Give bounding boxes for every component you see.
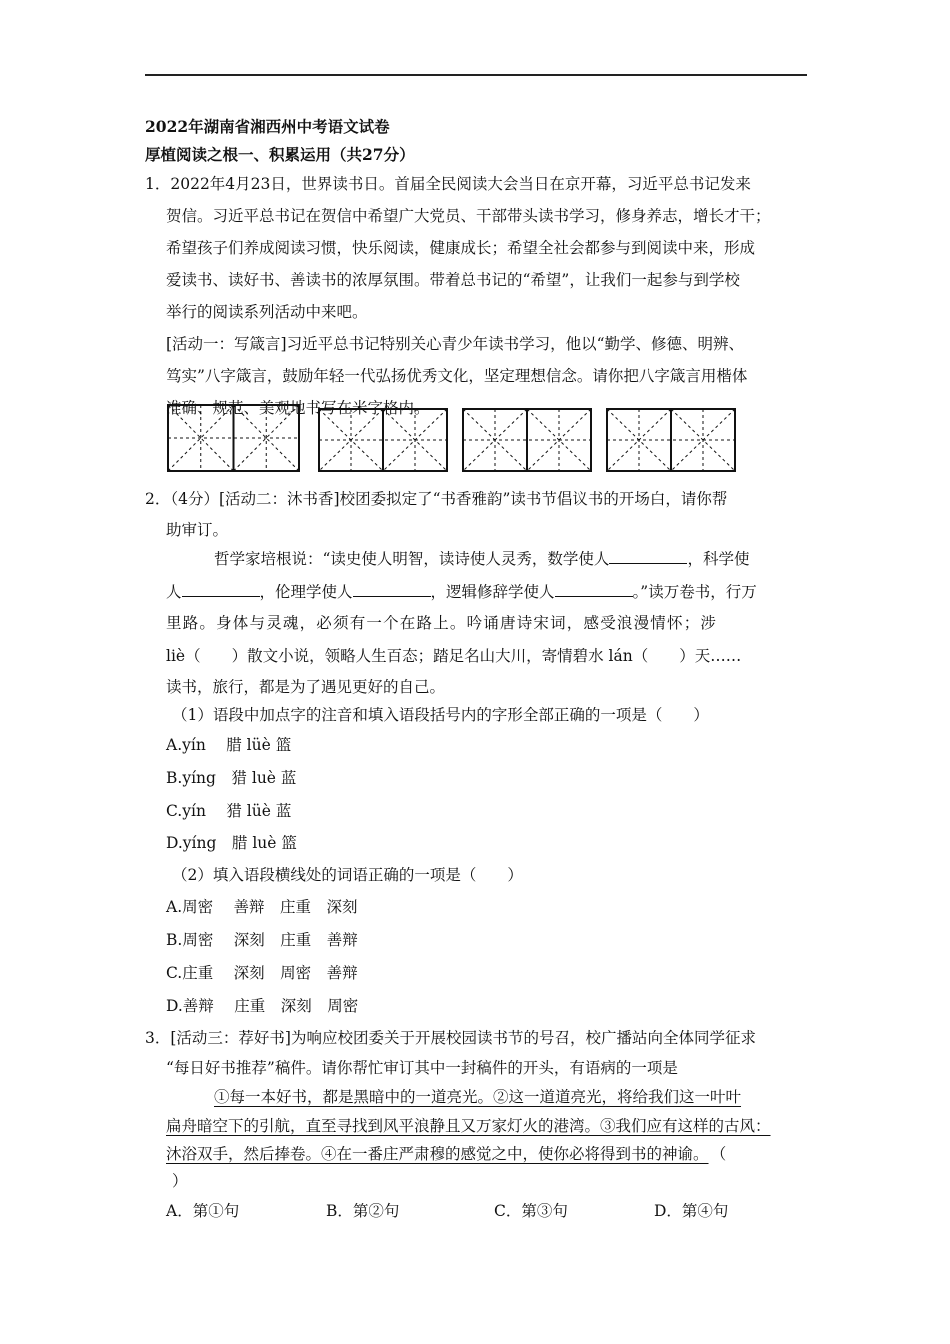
q2-sub1-option-b[interactable]: B.yíng 猎 luè 蓝 <box>166 769 297 787</box>
q2-sub2-option-c[interactable]: C.庄重 深刻 周密 善辩 <box>166 964 358 982</box>
q2-passage-text: 。”读万卷书，行万 <box>632 583 757 601</box>
q2-sub1-option-c[interactable]: C.yín 猎 lüè 蓝 <box>166 802 292 820</box>
q2-passage-text: ，伦理学使人 <box>259 583 353 601</box>
fill-blank-3[interactable] <box>353 580 431 597</box>
q3-option-d[interactable]: D．第④句 <box>654 1202 729 1220</box>
q3-option-c[interactable]: C．第③句 <box>494 1202 568 1220</box>
header-rule <box>145 74 807 76</box>
fill-blank-4[interactable] <box>555 580 633 597</box>
q2-sub1-option-d[interactable]: D.yíng 腊 luè 篮 <box>166 834 297 852</box>
q1-line-1: 1．2022年4月23日，世界读书日。首届全民阅读大会当日在京开幕，习近平总书记发来 <box>145 175 751 193</box>
q2-line-2: 助审订。 <box>166 521 229 539</box>
q3-line-2: “每日好书推荐”稿件。请你帮忙审订其中一封稿件的开头，有语病的一项是 <box>166 1059 678 1077</box>
q2-sub1-option-a[interactable]: A.yín 腊 lüè 篮 <box>166 736 292 754</box>
mizige-pair-2 <box>318 408 448 472</box>
exam-title: 2022年湖南省湘西州中考语文试卷 <box>145 117 390 136</box>
q2-sub2-option-a[interactable]: A.周密 善辩 庄重 深刻 <box>166 898 358 916</box>
q3-passage-line-3 <box>166 1143 726 1165</box>
q2-passage-text: 哲学家培根说：“读史使人明智，读诗使人灵秀，数学使人 <box>214 550 610 568</box>
q3-passage-text: 沐浴双手，然后捧卷。④在一番庄严肃穆的感觉之中，使你必将得到书的神谕。 <box>166 1145 709 1163</box>
mizige-pair-1 <box>167 404 300 472</box>
q3-option-b[interactable]: B．第②句 <box>326 1202 400 1220</box>
answer-paren-open: （ <box>718 1145 727 1163</box>
q2-passage-text: 人 <box>166 583 182 601</box>
q1-line-2: 贺信。习近平总书记在贺信中希望广大党员、干部带头读书学习，修身养志，增长才干； <box>166 207 771 225</box>
mizige-pair-4 <box>606 408 736 472</box>
q1-line-6: [活动一：写箴言]习近平总书记特别关心青少年读书学习，他以“勤学、修德、明辨、 <box>166 335 745 353</box>
q2-passage-text: ，科学使 <box>687 550 750 568</box>
q1-line-7: 笃实”八字箴言，鼓励年轻一代弘扬优秀文化，坚定理想信念。请你把八字箴言用楷体 <box>166 367 748 385</box>
q2-line-1: 2．（4分）[活动二：沐书香]校团委拟定了“书香雅韵”读书节倡议书的开场白，请你帮 <box>145 490 728 508</box>
mizige-pair-3 <box>462 408 592 472</box>
q3-line-1: 3．[活动三：荐好书]为响应校团委关于开展校园读书节的号召，校广播站向全体同学征求 <box>145 1029 756 1047</box>
answer-paren-close: ） <box>172 1172 188 1190</box>
q2-passage-line-5: 读书，旅行，都是为了遇见更好的自己。 <box>166 678 446 696</box>
q2-passage-line-4: liè（ ）散文小说，领略人生百态；踏足名山大川，寄情碧水 lán（ ）天…… <box>166 647 742 665</box>
q2-sub2-option-b[interactable]: B.周密 深刻 庄重 善辩 <box>166 931 358 949</box>
q2-sub2-prompt: （2）填入语段横线处的词语正确的一项是（ ） <box>172 866 523 884</box>
q1-line-4: 爱读书、读好书、善读书的浓厚氛围。带着总书记的“希望”，让我们一起参与到学校 <box>166 271 740 289</box>
q2-passage-line-1 <box>214 547 749 570</box>
q3-passage-line-1: ①每一本好书，都是黑暗中的一道亮光。②这一道道亮光，将给我们这一叶叶 <box>214 1088 742 1106</box>
section-heading: 厚植阅读之根一、积累运用（共27分） <box>145 145 415 164</box>
q3-passage-line-2: 扁舟暗空下的引航，直至寻找到风平浪静且又万家灯火的港湾。③我们应有这样的古风： <box>166 1117 771 1135</box>
fill-blank-2[interactable] <box>182 580 260 597</box>
q2-passage-line-3: 里路。身体与灵魂，必须有一个在路上。吟诵唐诗宋词，感受浪漫情怀；涉 <box>166 614 718 632</box>
fill-blank-1[interactable] <box>609 547 687 564</box>
q2-passage-text: ，逻辑修辞学使人 <box>430 583 555 601</box>
q2-sub1-prompt: （1）语段中加点字的注音和填入语段括号内的字形全部正确的一项是（ ） <box>172 706 709 724</box>
q1-line-3: 希望孩子们养成阅读习惯，快乐阅读，健康成长；希望全社会都参与到阅读中来，形成 <box>166 239 756 257</box>
q1-line-5: 举行的阅读系列活动中来吧。 <box>166 303 368 321</box>
q2-sub2-option-d[interactable]: D.善辩 庄重 深刻 周密 <box>166 997 359 1015</box>
q2-passage-line-2 <box>166 580 757 603</box>
q1-line-8: 准确、规范、美观地书写在米字格内。 <box>166 399 430 417</box>
q3-option-a[interactable]: A．第①句 <box>166 1202 240 1220</box>
